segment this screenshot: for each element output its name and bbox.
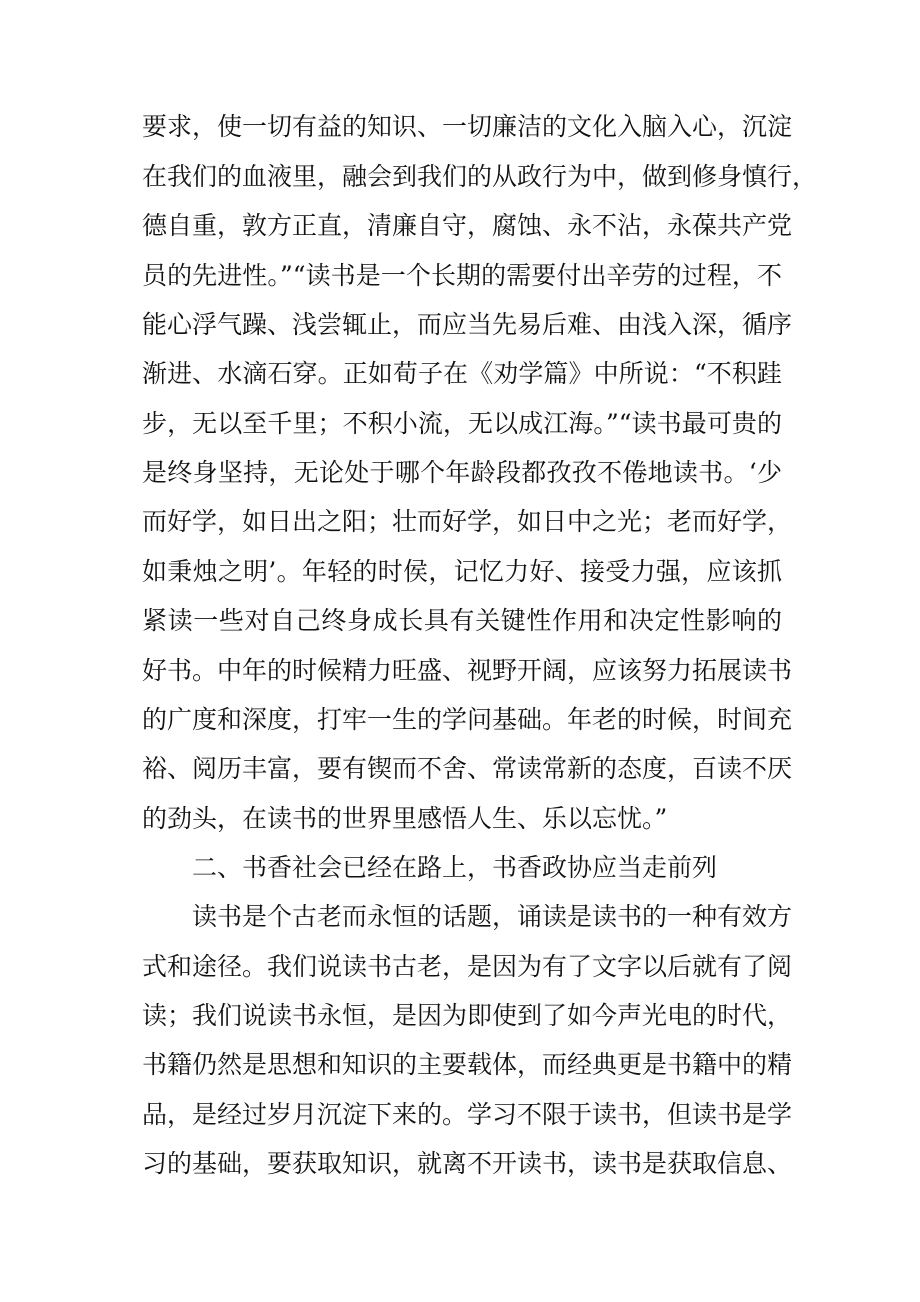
text-line: 在我们的血液里，融会到我们的从政行为中，做到修身慎行， [142,162,818,191]
paragraph-line: 品，是经过岁月沉淀下来的。学习不限于读书，但读书是学 [142,1100,793,1129]
text-line: 渐进、水滴石穿。正如荀子在《劝学篇》中所说：“不积跬 [142,359,782,388]
text-line: 如秉烛之明’。年轻的时侯，记忆力好、接受力强，应该抓 [142,557,782,586]
text-line: 能心浮气躁、浅尝辄止，而应当先易后难、由浅入深，循序 [142,310,793,339]
text-line: 步，无以至千里；不积小流，无以成江海。”“读书最可贵的 [142,409,782,438]
text-line: 的广度和深度，打牢一生的学问基础。年老的时候，时间充 [142,705,793,734]
paragraph-line: 书籍仍然是思想和知识的主要载体，而经典更是书籍中的精 [142,1050,793,1079]
text-line: 好书。中年的时候精力旺盛、视野开阔，应该努力拓展读书 [142,656,793,685]
text-line: 紧读一些对自己终身成长具有关键性作用和决定性影响的 [142,606,782,635]
text-line: 是终身坚持，无论处于哪个年龄段都孜孜不倦地读书。‘少 [142,458,782,487]
paragraph-line: 读书是个古老而永恒的话题，诵读是读书的一种有效方 [192,902,793,931]
text-line: 员的先进性。”“读书是一个长期的需要付出辛劳的过程，不 [142,261,782,290]
text-line: 的劲头，在读书的世界里感悟人生、乐以忘忧。” [142,804,668,833]
paragraph-line: 习的基础，要获取知识，就离不开读书，读书是获取信息、 [142,1149,793,1178]
text-line: 裕、阅历丰富，要有锲而不舍、常读常新的态度，百读不厌 [142,754,793,783]
paragraph-line: 读；我们说读书永恒，是因为即使到了如今声光电的时代， [142,1001,793,1030]
text-line: 德自重，敦方正直，清廉自守，腐蚀、永不沾，永葆共产党 [142,211,793,240]
paragraph-line: 式和途径。我们说读书古老，是因为有了文字以后就有了阅 [142,952,793,981]
section-heading: 二、书香社会已经在路上，书香政协应当走前列 [192,853,718,882]
text-line: 要求，使一切有益的知识、一切廉洁的文化入脑入心，沉淀 [142,112,793,141]
text-line: 而好学，如日出之阳；壮而好学，如日中之光；老而好学， [142,507,793,536]
